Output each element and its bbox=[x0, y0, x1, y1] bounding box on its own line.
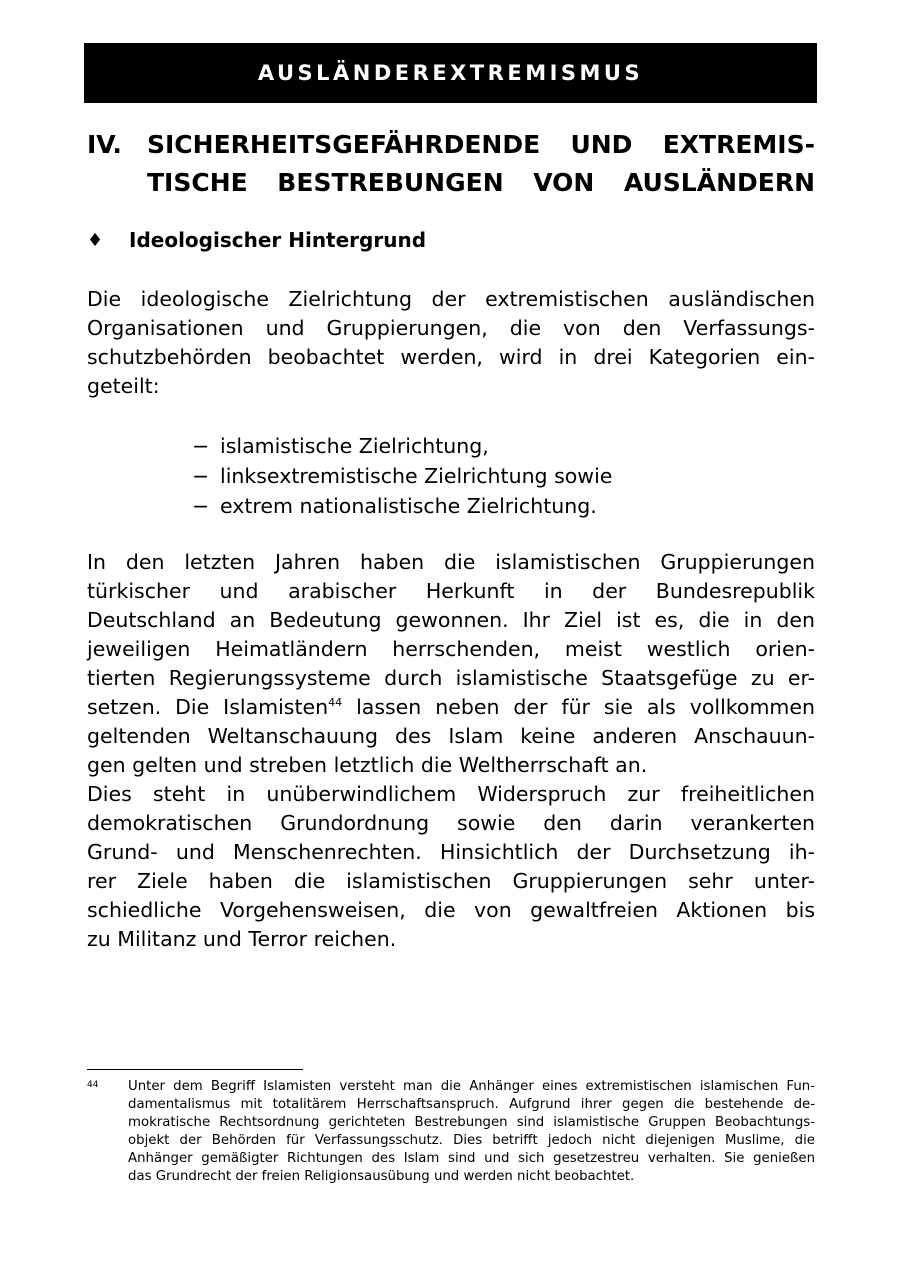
footnote-line: das Grundrecht der freien Religionsausübung und werden nicht beobachtet. bbox=[128, 1169, 635, 1184]
text-line: geteilt: bbox=[87, 374, 160, 398]
text-fragment: lassen neben der für sie als vollkommen bbox=[342, 695, 815, 719]
text-line: schutzbehörden beobachtet werden, wird in drei Kategorien ein- bbox=[87, 345, 815, 369]
footnote-reference[interactable]: 44 bbox=[328, 696, 343, 709]
category-list bbox=[192, 431, 612, 521]
text-line: Organisationen und Gruppierungen, die von den Verfassungs- bbox=[87, 316, 815, 340]
list-item bbox=[192, 461, 612, 491]
text-fragment: setzen. Die Islamisten bbox=[87, 695, 329, 719]
list-item bbox=[192, 491, 612, 521]
text-line: gen gelten und streben letztlich die Weltherrschaft an. bbox=[87, 753, 648, 777]
text-line: Die ideologische Zielrichtung der extremistischen ausländischen bbox=[87, 287, 815, 311]
text-line: Deutschland an Bedeutung gewonnen. Ihr Ziel ist es, die in den bbox=[87, 608, 815, 632]
footnote-number: 44 bbox=[87, 1080, 99, 1090]
list-item-text: extrem nationalistische Zielrichtung. bbox=[220, 494, 597, 518]
text-line: tierten Regierungssysteme durch islamistische Staatsgefüge zu er- bbox=[87, 666, 815, 690]
intro-paragraph bbox=[87, 285, 815, 401]
footnote-divider bbox=[87, 1069, 303, 1070]
body-paragraph bbox=[87, 548, 815, 780]
text-line: zu Militanz und Terror reichen. bbox=[87, 927, 397, 951]
chapter-number: IV. bbox=[87, 130, 122, 159]
footnote-line: damentalismus mit totalitärem Herrschaftsanspruch. Aufgrund ihrer gegen die bestehende de- bbox=[128, 1097, 815, 1112]
text-line: demokratischen Grundordnung sowie den darin verankerten bbox=[87, 811, 815, 835]
footnote-line: Anhänger gemäßigter Richtungen des Islam sind und sich gesetzestreu verhalten. Sie genießen bbox=[128, 1151, 815, 1166]
list-item bbox=[192, 431, 612, 461]
body-paragraph bbox=[87, 780, 815, 954]
section-title: Ideologischer Hintergrund bbox=[129, 228, 427, 252]
text-line: Grund- und Menschenrechten. Hinsichtlich der Durchsetzung ih- bbox=[87, 840, 815, 864]
dash-bullet: − bbox=[192, 464, 210, 488]
dash-bullet: − bbox=[192, 434, 210, 458]
footnote-text bbox=[128, 1078, 815, 1186]
text-line: schiedliche Vorgehensweisen, die von gewaltfreien Aktionen bis bbox=[87, 898, 815, 922]
text-line: rer Ziele haben die islamistischen Gruppierungen sehr unter- bbox=[87, 869, 815, 893]
text-line: jeweiligen Heimatländern herrschenden, meist westlich orien- bbox=[87, 637, 815, 661]
text-line: In den letzten Jahren haben die islamistischen Gruppierungen bbox=[87, 550, 815, 574]
list-item-text: islamistische Zielrichtung, bbox=[220, 434, 489, 458]
running-header bbox=[84, 43, 817, 103]
dash-bullet: − bbox=[192, 494, 210, 518]
text-line: geltenden Weltanschauung des Islam keine anderen Anschauun- bbox=[87, 724, 815, 748]
chapter-title-line: TISCHE BESTREBUNGEN VON AUSLÄNDERN bbox=[147, 168, 815, 197]
text-line bbox=[87, 693, 815, 722]
footnote bbox=[87, 1078, 815, 1186]
section-heading bbox=[87, 228, 426, 252]
text-line: türkischer und arabischer Herkunft in der Bundesrepublik bbox=[87, 579, 815, 603]
footnote-line: objekt der Behörden für Verfassungsschutz. Dies betrifft jedoch nicht diejenigen Muslime, die bbox=[128, 1133, 815, 1148]
running-header-title: AUSLÄNDEREXTREMISMUS bbox=[257, 61, 644, 85]
footnote-line: Unter dem Begriff Islamisten versteht man die Anhänger eines extremistischen islamischen Fun- bbox=[128, 1079, 815, 1094]
text-line: Dies steht in unüberwindlichem Widerspruch zur freiheitlichen bbox=[87, 782, 815, 806]
diamond-bullet-icon: ♦ bbox=[87, 229, 104, 251]
footnote-line: mokratische Rechtsordnung gerichteten Bestrebungen sind islamistische Gruppen Beobachtungs- bbox=[128, 1115, 815, 1130]
list-item-text: linksextremistische Zielrichtung sowie bbox=[220, 464, 613, 488]
chapter-title-line: SICHERHEITSGEFÄHRDENDE UND EXTREMIS- bbox=[147, 130, 815, 159]
chapter-heading bbox=[87, 126, 815, 202]
